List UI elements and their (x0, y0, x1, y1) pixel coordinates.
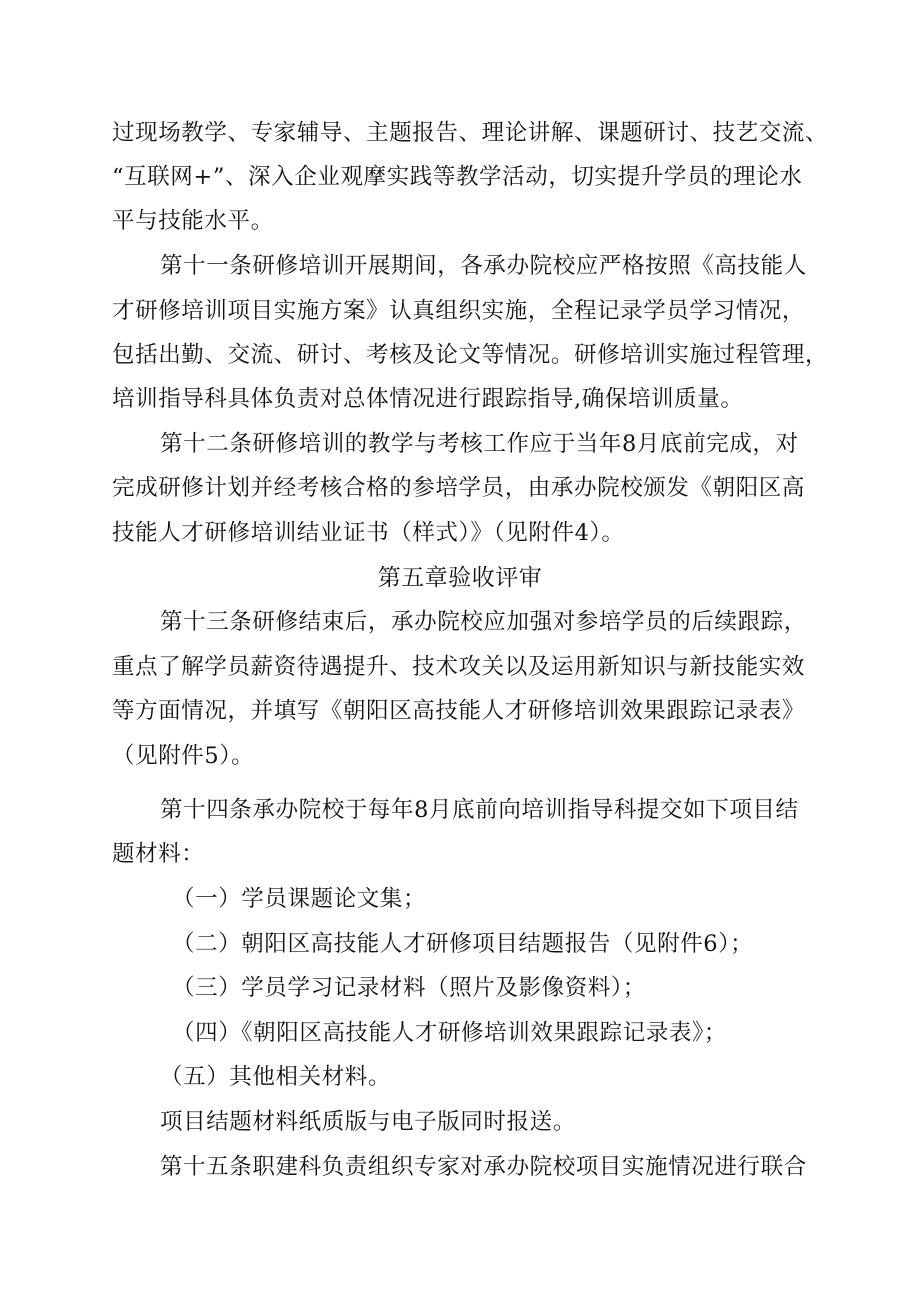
list-item: （一）学员课题论文集； (172, 886, 427, 912)
list-item: （二）朝阳区高技能人才研修项目结题报告（见附件6）； (172, 931, 754, 957)
list-item: （三）学员学习记录材料（照片及影像资料）； (172, 975, 646, 1001)
article-14-line: 第十四条承办院校于每年8月底前向培训指导科提交如下项目结 (160, 797, 799, 823)
article-12-line: 第十二条研修培训的教学与考核工作应于当年8月底前完成，对 (160, 431, 799, 457)
paragraph-line: 项目结题材料纸质版与电子版同时报送。 (160, 1109, 576, 1135)
list-item: （五）其他相关材料。 (160, 1064, 392, 1090)
list-item: （四）《朝阳区高技能人才研修培训效果跟踪记录表》； (172, 1020, 728, 1046)
paragraph-line: 重点了解学员薪资待遇提升、技术攻关以及运用新知识与新技能实效 (112, 654, 806, 680)
article-15-line: 第十五条职建科负责组织专家对承办院校项目实施情况进行联合 (160, 1154, 807, 1180)
paragraph-line: 题材料： (112, 841, 205, 867)
paragraph-line: 培训指导科具体负责对总体情况进行跟踪指导,确保培训质量。 (112, 386, 744, 412)
article-11-line: 第十一条研修培训开展期间，各承办院校应严格按照《高技能人 (160, 253, 807, 279)
paragraph-line: 技能人才研修培训结业证书（样式）》（见附件4）。 (112, 520, 625, 546)
chapter-heading: 第五章验收评审 (377, 565, 543, 591)
paragraph-line: 等方面情况，并填写《朝阳区高技能人才研修培训效果跟踪记录表》 (112, 698, 806, 724)
paragraph-line: 过现场教学、专家辅导、主题报告、理论讲解、课题研讨、技艺交流、 (112, 120, 829, 146)
paragraph-line: 平与技能水平。 (112, 208, 274, 234)
paragraph-line: 完成研修计划并经考核合格的参培学员，由承办院校颁发《朝阳区高 (112, 475, 806, 501)
article-13-line: 第十三条研修结束后，承办院校应加强对参培学员的后续跟踪， (160, 609, 807, 635)
paragraph-line: “互联网+”、深入企业观摩实践等教学活动，切实提升学员的理论水 (112, 164, 803, 190)
paragraph-line: 包括出勤、交流、研讨、考核及论文等情况。研修培训实施过程管理， (112, 342, 829, 368)
paragraph-line: 才研修培训项目实施方案》认真组织实施，全程记录学员学习情况， (112, 298, 806, 324)
paragraph-line: （见附件5）。 (112, 743, 255, 769)
